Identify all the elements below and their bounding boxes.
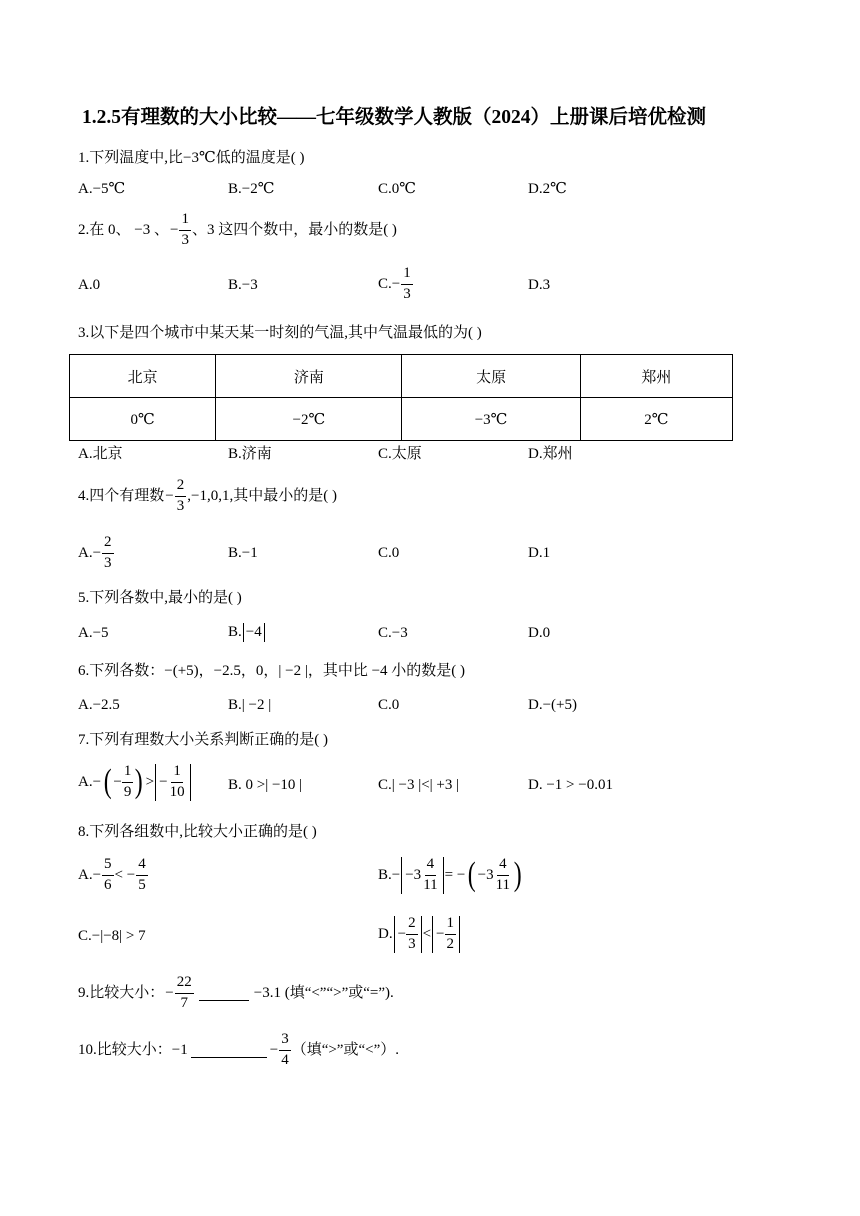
q8-option-b [378, 857, 523, 894]
q4-option-a [78, 535, 114, 572]
q1-option-c: C.0℃ [378, 181, 417, 197]
q8-d-sign2: − [436, 925, 445, 942]
question-2-stem [78, 212, 397, 249]
q9-stem-pre: 9.比较大小： [78, 984, 165, 1001]
q7-a-den1: 9 [123, 783, 132, 800]
q2-stem-post: 、3 这四个数中，最小的数是( ) [191, 221, 397, 238]
q8-b-num1: 4 [425, 857, 437, 876]
q8-b-prefix: B.− [378, 866, 401, 883]
table-header-cell: 太原 [402, 355, 580, 398]
q7-option-a [78, 764, 191, 801]
q8-d-fraction-2 [445, 916, 457, 953]
q4-frac-den: 3 [176, 497, 185, 514]
q2-c-num: 1 [401, 266, 413, 285]
q8-a-fraction-2 [136, 857, 148, 894]
q8-b-absolute [401, 857, 443, 894]
answer-blank[interactable] [199, 986, 249, 1001]
q2-frac-den: 3 [181, 231, 189, 248]
q9-frac-den: 7 [180, 994, 188, 1011]
question-4-stem [78, 478, 337, 515]
question-7-stem: 7.下列有理数大小关系判断正确的是( ) [78, 732, 328, 748]
q9-stem-post: −3.1 (填“<”“>”或“=”). [253, 984, 394, 1001]
q8-d-fraction-1 [406, 916, 418, 953]
q4-frac-num: 2 [175, 478, 187, 497]
q2-c-fraction [401, 266, 413, 303]
q8-d-absolute-1 [394, 916, 422, 953]
q5-b-absolute: −4 [243, 623, 265, 642]
q8-d-absolute-2 [432, 916, 460, 953]
q4-a-den: 3 [104, 554, 112, 571]
q8-d-num2: 1 [445, 916, 457, 935]
table-cell: 2℃ [580, 398, 732, 441]
q7-a-fraction-1 [122, 764, 134, 801]
q8-d-sign1: − [397, 925, 407, 942]
q1-option-b: B.−2℃ [228, 181, 275, 197]
q8-option-a [78, 857, 148, 894]
q2-frac-sign: − [169, 221, 179, 238]
q4-frac-sign: − [165, 487, 174, 504]
table-cell: −2℃ [216, 398, 402, 441]
table-row [70, 355, 733, 398]
q8-a-num1: 5 [102, 857, 114, 876]
q10-fraction [279, 1032, 291, 1069]
q5-b-prefix: B. [228, 624, 242, 640]
q8-b-fraction-1 [421, 857, 439, 894]
q5-option-d: D.0 [528, 625, 551, 641]
q7-a-num1: 1 [122, 764, 134, 783]
q8-d-lt: < [422, 925, 432, 942]
q8-a-fraction-1 [102, 857, 114, 894]
q2-fraction [179, 212, 191, 249]
q1-option-a: A.−5℃ [78, 181, 126, 197]
q4-option-b: B.−1 [228, 545, 258, 561]
q6-option-b: B.| −2 | [228, 697, 272, 713]
right-paren: ) [513, 856, 522, 894]
q8-b-abs-int: −3 [405, 866, 422, 883]
q2-c-den: 3 [403, 285, 411, 302]
q1-option-d: D.2℃ [528, 181, 567, 197]
page-title: 1.2.5有理数的大小比较——七年级数学人教版（2024）上册课后培优检测 [82, 107, 707, 128]
table-header-cell: 郑州 [580, 355, 732, 398]
q7-a-inner-sign: − [113, 773, 122, 790]
q7-a-absolute [155, 764, 190, 801]
q10-stem-pre: 10.比较大小：−1 [78, 1041, 188, 1058]
q8-d-den2: 2 [446, 935, 454, 952]
q3-option-d: D.郑州 [528, 446, 573, 462]
question-10-stem [78, 1032, 399, 1069]
q8-b-fraction-2 [494, 857, 512, 894]
q7-a-gt: > [145, 773, 155, 790]
q10-frac-den: 4 [281, 1051, 289, 1068]
table-header-cell: 北京 [70, 355, 216, 398]
q7-option-c: C.| −3 |<| +3 | [378, 777, 460, 793]
q7-option-b: B. 0 >| −10 | [228, 777, 303, 793]
q8-d-num1: 2 [406, 916, 418, 935]
q8-a-den1: 6 [104, 876, 112, 893]
q7-a-abs-sign: − [159, 773, 168, 790]
left-paren: ( [468, 856, 476, 894]
q2-frac-num: 1 [179, 212, 191, 231]
q7-a-prefix: A.− [78, 773, 102, 790]
q10-frac-num: 3 [279, 1032, 291, 1051]
q7-a-num2: 1 [171, 764, 183, 783]
q9-frac-num: 22 [175, 975, 194, 994]
q3-option-a: A.北京 [78, 446, 123, 462]
q8-a-prefix: A.− [78, 866, 102, 883]
q8-b-paren [466, 857, 523, 894]
right-paren: ) [135, 763, 143, 801]
q8-d-den1: 3 [408, 935, 416, 952]
question-9-stem [78, 975, 394, 1012]
q9-fraction [175, 975, 194, 1012]
question-3-stem: 3.以下是四个城市中某天某一时刻的气温,其中气温最低的为( ) [78, 325, 482, 341]
left-paren: ( [103, 763, 112, 801]
table-cell: −3℃ [402, 398, 580, 441]
q8-b-num2: 4 [497, 857, 509, 876]
q4-option-d: D.1 [528, 545, 551, 561]
q9-frac-sign: − [165, 984, 174, 1001]
q4-a-prefix: A.− [78, 544, 102, 561]
q2-option-a: A.0 [78, 277, 101, 293]
q8-a-num2: 4 [136, 857, 148, 876]
q4-a-num: 2 [102, 535, 114, 554]
q2-option-c [378, 266, 413, 303]
temperature-table [69, 354, 733, 441]
q6-option-d: D.−(+5) [528, 697, 577, 713]
q5-option-c: C.−3 [378, 625, 408, 641]
q8-a-lt: < − [114, 866, 136, 883]
q4-option-c: C.0 [378, 545, 400, 561]
q8-option-c: C.−|−8| > 7 [78, 928, 146, 944]
q3-option-c: C.太原 [378, 446, 422, 462]
q10-stem-post: （填“>”或“<”）. [291, 1041, 399, 1058]
q8-b-den2: 11 [495, 876, 511, 893]
answer-blank[interactable] [191, 1043, 267, 1058]
q8-d-prefix: D. [378, 925, 393, 942]
question-6-stem: 6.下列各数：−(+5)，−2.5，0，| −2 |，其中比 −4 小的数是( ) [78, 663, 466, 679]
q4-a-fraction [102, 535, 114, 572]
q7-a-fraction-2 [168, 764, 187, 801]
question-1-stem: 1.下列温度中,比−3℃低的温度是( ) [78, 150, 305, 166]
q2-option-b: B.−3 [228, 277, 258, 293]
q7-a-den2: 10 [169, 783, 185, 800]
q4-stem-post: ,−1,0,1,其中最小的是( ) [187, 487, 337, 504]
q8-b-den1: 11 [423, 876, 438, 893]
q8-a-den2: 5 [138, 876, 146, 893]
q4-stem-pre: 4.四个有理数 [78, 487, 165, 504]
q4-fraction [175, 478, 187, 515]
q5-option-b [228, 623, 265, 642]
q5-option-a: A.−5 [78, 625, 109, 641]
table-header-cell: 济南 [216, 355, 402, 398]
question-5-stem: 5.下列各数中,最小的是( ) [78, 590, 242, 606]
q8-b-int2: −3 [477, 866, 494, 883]
q7-a-paren [102, 764, 145, 801]
table-cell: 0℃ [70, 398, 216, 441]
question-8-stem: 8.下列各组数中,比较大小正确的是( ) [78, 824, 317, 840]
q7-option-d: D. −1 > −0.01 [528, 777, 613, 793]
q3-option-b: B.济南 [228, 446, 272, 462]
q10-frac-sign: − [269, 1041, 279, 1058]
q8-b-eq: = − [444, 866, 466, 883]
q8-option-d [378, 916, 460, 953]
q2-option-d: D.3 [528, 277, 551, 293]
q2-c-prefix: C.− [378, 275, 401, 292]
q6-option-a: A.−2.5 [78, 697, 120, 713]
q6-option-c: C.0 [378, 697, 400, 713]
q2-stem-pre: 2.在 0、 −3 、 [78, 221, 169, 238]
table-row [70, 398, 733, 441]
